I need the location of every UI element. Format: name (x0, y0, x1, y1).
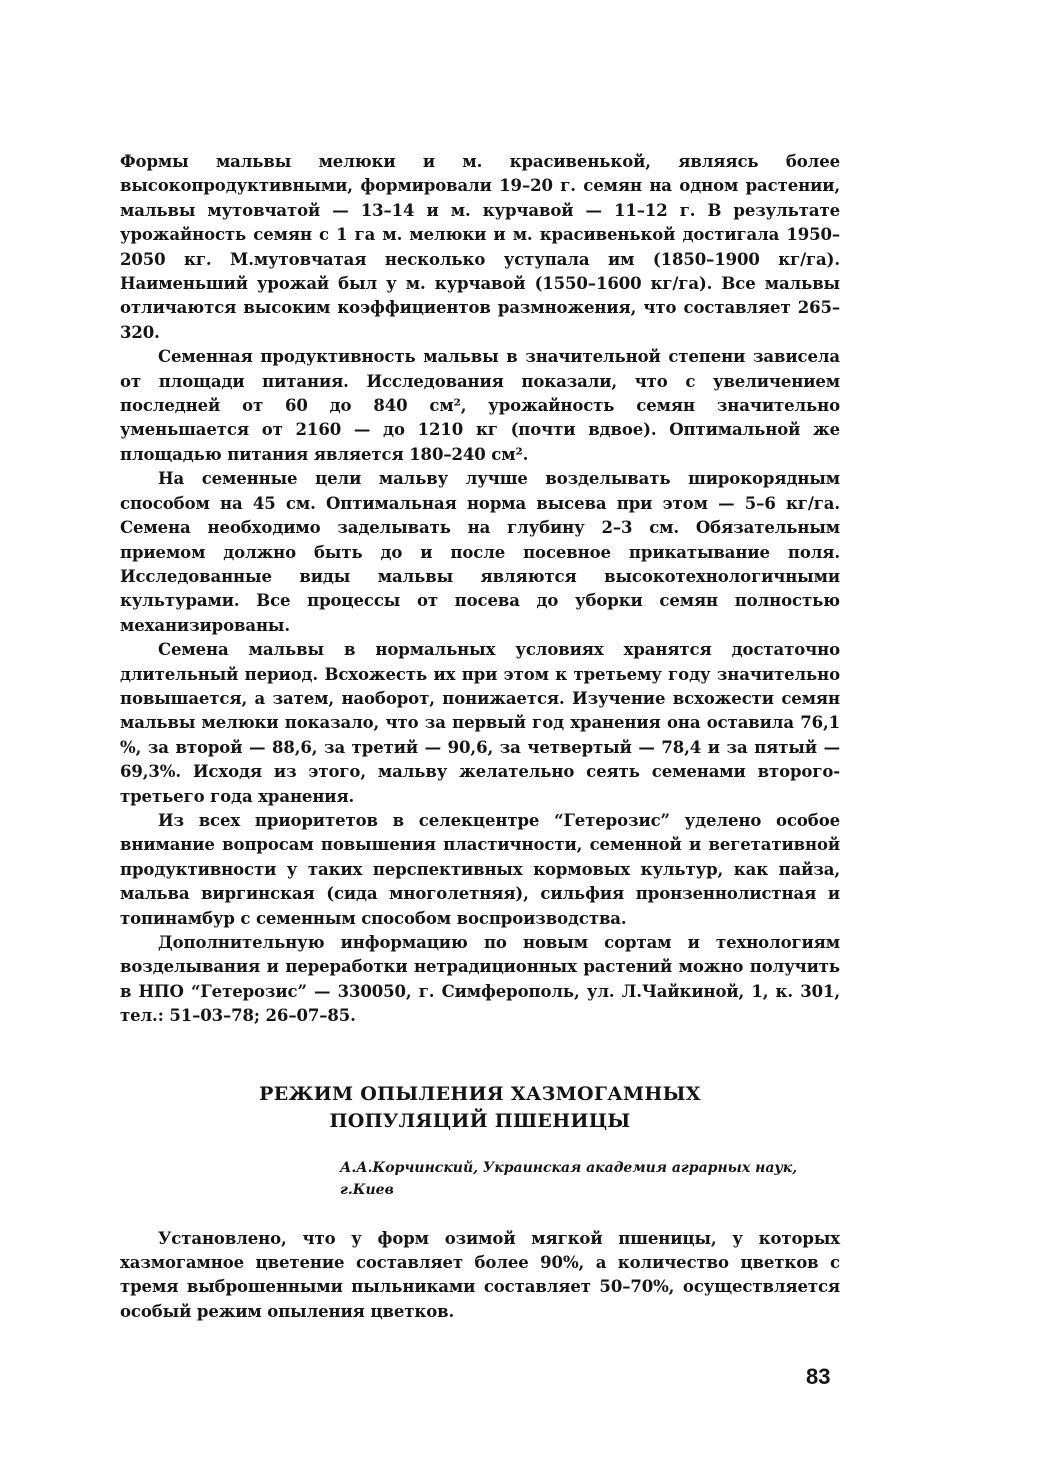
page-body (120, 150, 840, 1324)
paragraph-6: Дополнительную информацию по новым сортам и технологиям возделывания и переработки нетрадиционных растений можно получить в НПО “Гетерозис” — 330050, г. Симферополь, ул. Л.Чайкиной, 1, к. 301, тел.: 51–03–78; 26–07–85. (120, 933, 840, 1026)
paragraph-4: Семена мальвы в нормальных условиях хранятся достаточно длительный период. Всхожесть их при этом к третьему году значительно повышается, а затем, наоборот, понижается. Изучение всхожести семян мальвы мелюки показало, что за первый год хранения она оставила 76,1 %, за второй — 88,6, за третий — 90,6, за четвертый — 78,4 и за пятый — 69,3%. Исходя из этого, мальву желательно сеять семенами второго-третьего года хранения. (120, 640, 840, 806)
article-title (120, 1081, 840, 1135)
paragraph-1: Формы мальвы мелюки и м. красивенькой, являясь более высокопродуктивными, формировали 19–20 г. семян на одном растении, мальвы мутовчатой — 13–14 и м. курчавой — 11–12 г. В результате урожайность семян с 1 га м. мелюки и м. красивенькой достигала 1950–2050 кг. М.мутовчатая несколько уступала им (1850–1900 кг/га). Наименьший урожай был у м. курчавой (1550–1600 кг/га). Все мальвы отличаются высоким коэффициентов размножения, что составляет 265–320. (120, 152, 840, 342)
author-affiliation: А.А.Корчинский, Украинская академия аграрных наук, г.Киев (340, 1159, 798, 1198)
paragraph-2: Семенная продуктивность мальвы в значительной степени зависела от площади питания. Исследования показали, что с увеличением последней от 60 до 840 см², урожайность семян значительно уменьшается от 2160 — до 1210 кг (почти вдвое). Оптимальной же площадью питания является 180–240 см². (120, 347, 840, 464)
paragraph-3: На семенные цели мальву лучше возделывать широкорядным способом на 45 см. Оптимальная норма высева при этом — 5–6 кг/га. Семена необходимо заделывать на глубину 2–3 см. Обязательным приемом должно быть до и после посевное прикатывание поля. Исследованные виды мальвы являются высокотехнологичными культурами. Все процессы от посева до уборки семян полностью механизированы. (120, 469, 840, 635)
article-title-line-2: ПОПУЛЯЦИЙ ПШЕНИЦЫ (329, 1109, 631, 1132)
paragraph-5: Из всех приоритетов в селекцентре “Гетерозис” уделено особое внимание вопросам повышения пластичности, семенной и вегетативной продуктивности у таких перспективных кормовых культур, как пайза, мальва виргинская (сида многолетняя), сильфия пронзеннолистная и топинамбур с семенным способом воспроизводства. (120, 810, 840, 928)
article-title-line-1: РЕЖИМ ОПЫЛЕНИЯ ХАЗМОГАМНЫХ (259, 1082, 701, 1105)
page-number: 83 (806, 1364, 831, 1389)
article-abstract: Установлено, что у форм озимой мягкой пшеницы, у которых хазмогамное цветение составляет более 90%, а количество цветков с тремя выброшенными пыльниками составляет 50–70%, осуществляется особый режим опыления цветков. (120, 1228, 840, 1321)
